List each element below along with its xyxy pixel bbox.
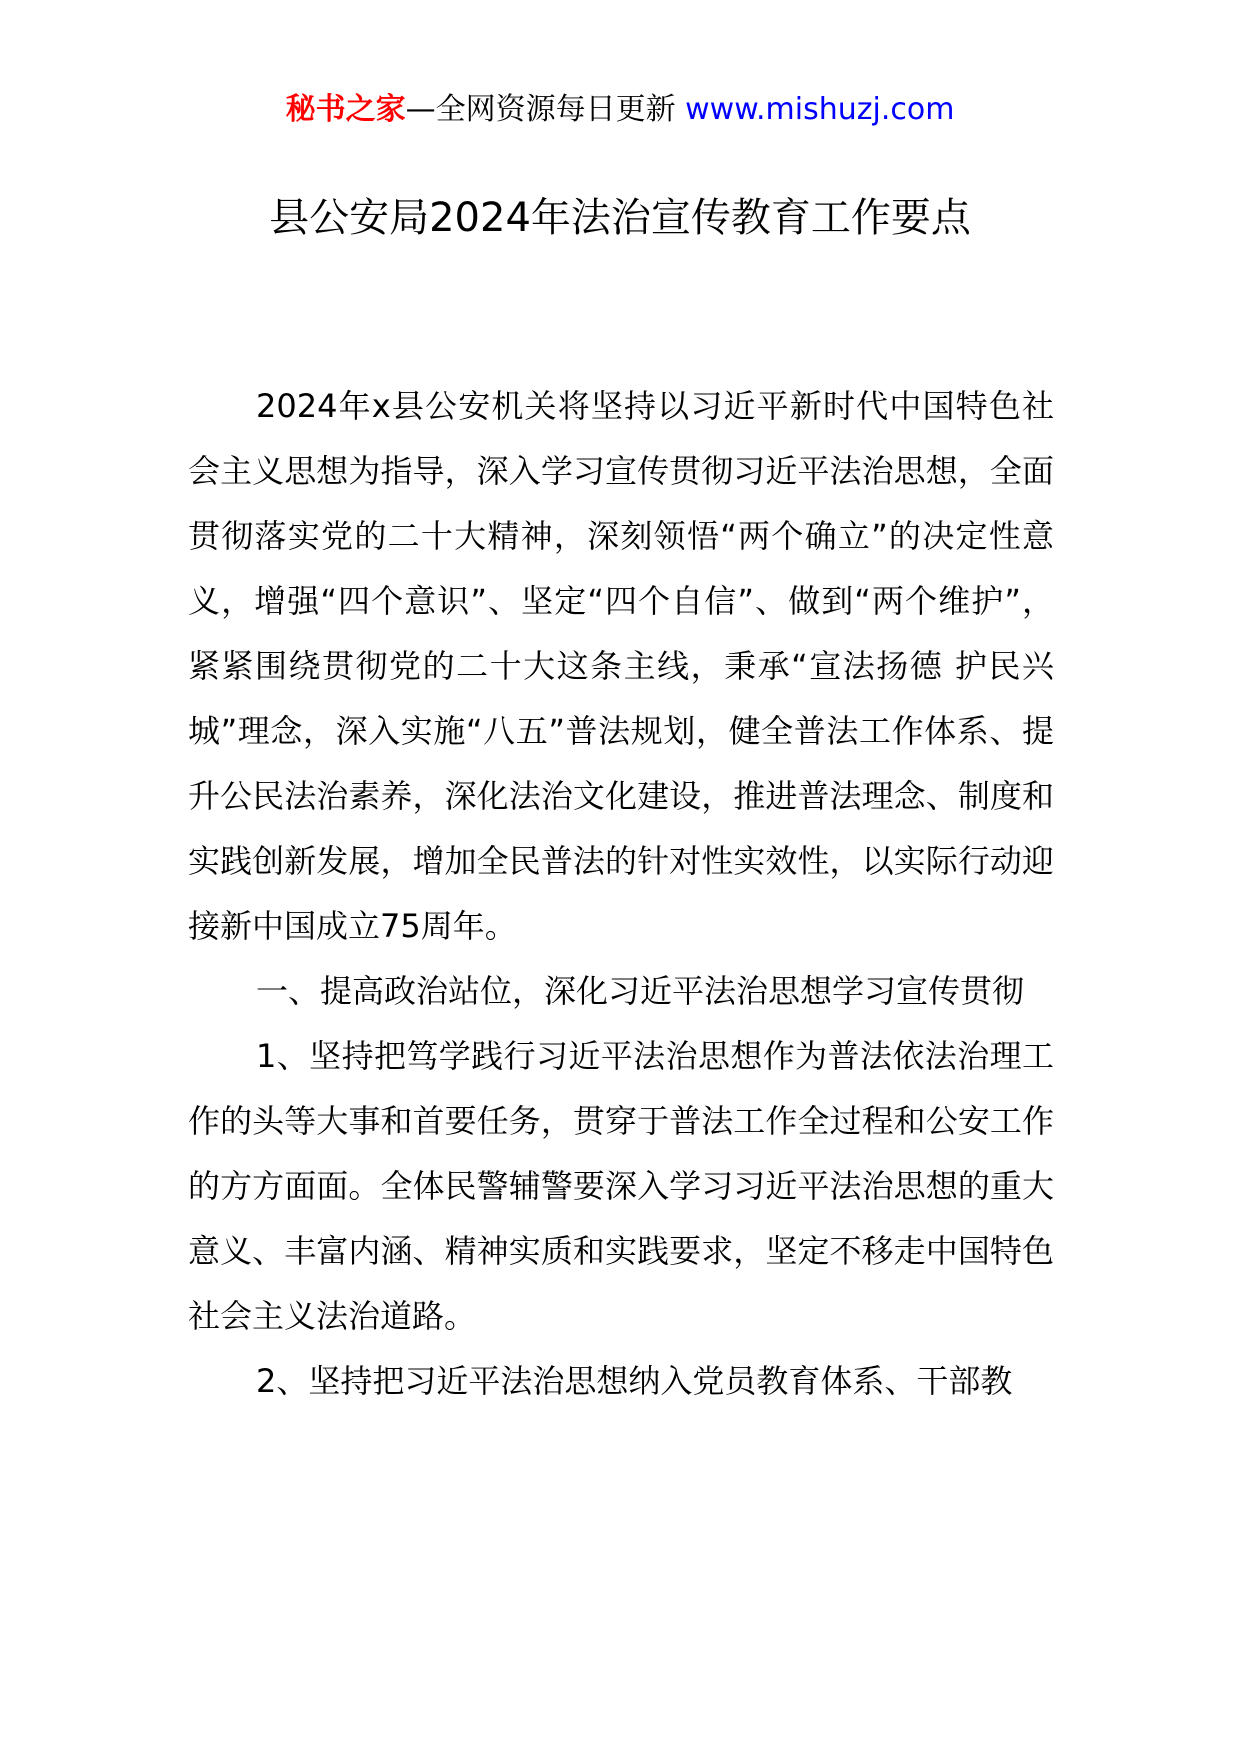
section-heading: 一、提高政治站位，深化习近平法治思想学习宣传贯彻 <box>256 972 1025 1010</box>
site-header <box>0 88 1240 132</box>
document-title: 县公安局2024年法治宣传教育工作要点 <box>269 195 971 241</box>
site-url[interactable]: www.mishuzj.com <box>685 92 955 127</box>
brand-name: 秘书之家 <box>285 92 406 127</box>
item-paragraph-1: 1、坚持把笃学践行习近平法治思想作为普法依法治理工作的头等大事和首要任务，贯穿于普法工作全过程和公安工作的方方面面。全体民警辅警要深入学习习近平法治思想的重大意义、丰富内涵、精神实质和实践要求，坚定不移走中国特色社会主义法治道路。 <box>188 1037 1054 1335</box>
header-tagline: —全网资源每日更新 <box>405 92 676 127</box>
document-body <box>188 374 1054 1414</box>
intro-paragraph: 2024年x县公安机关将坚持以习近平新时代中国特色社会主义思想为指导，深入学习宣传贯彻习近平法治思想，全面贯彻落实党的二十大精神，深刻领悟“两个确立”的决定性意义，增强“四个意识”、坚定“四个自信”、做到“两个维护”，紧紧围绕贯彻党的二十大这条主线，秉承“宣法扬德 护民兴城”理念，深入实施“八五”普法规划，健全普法工作体系、提升公民法治素养，深化法治文化建设，推进普法理念、制度和实践创新发展，增加全民普法的针对性实效性，以实际行动迎接新中国成立75周年。 <box>188 387 1054 945</box>
item-paragraph-2: 2、坚持把习近平法治思想纳入党员教育体系、干部教 <box>256 1362 1013 1400</box>
